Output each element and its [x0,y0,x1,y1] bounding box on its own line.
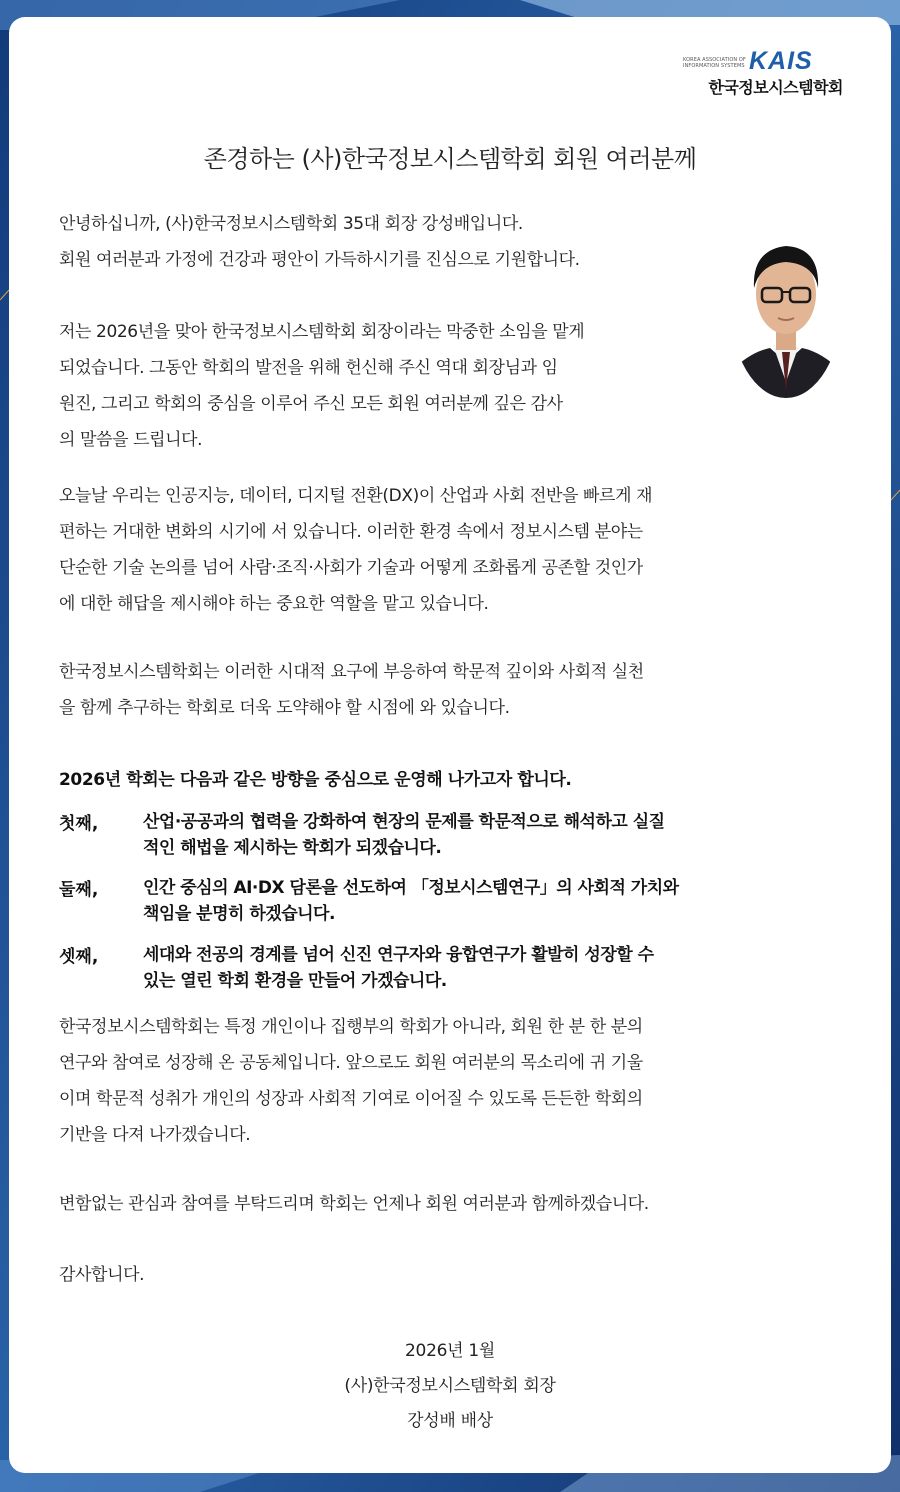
letter-title: 존경하는 (사)한국정보시스템학회 회원 여러분께 [203,145,697,173]
thanks-paragraph: 감사합니다. [59,1265,145,1285]
appointment-paragraph: 저는 2026년을 맞아 한국정보시스템학회 회장이라는 막중한 소임을 맡게 되었습니다. 그동안 학회의 발전을 위해 헌신해 주신 역대 회장님과 임 원진, 그리고 학회의 중심을 이루어 주신 모든 회원 여러분께 깊은 감사 의 말씀을 드립니다. [59,322,585,450]
logo-society-name: 한국정보시스템학회 [708,78,843,97]
request-paragraph: 변함없는 관심과 참여를 부탁드리며 학회는 언제나 회원 여러분과 함께하겠습니다. [59,1194,649,1214]
kais-logo [683,47,843,97]
greeting-paragraph: 안녕하십니까, (사)한국정보시스템학회 35대 회장 강성배입니다. 회원 여러분과 가정에 건강과 평안이 가득하시기를 진심으로 기원합니다. [59,214,580,270]
community-paragraph: 한국정보시스템학회는 특정 개인이나 집행부의 학회가 아니라, 회원 한 분 한 분의 연구와 참여로 성장해 온 공동체입니다. 앞으로도 회원 여러분의 목소리에 귀 기울 이며 학문적 성취가 개인의 성장과 사회적 기여로 이어질 수 있도록 든든한 학회의 기반을 다져 나가겠습니다. [59,1017,643,1145]
signature-org: (사)한국정보시스템학회 회장 [344,1376,556,1396]
president-portrait [730,212,842,402]
signature-date: 2026년 1월 [405,1341,495,1361]
mission-paragraph: 한국정보시스템학회는 이러한 시대적 요구에 부응하여 학문적 깊이와 사회적 실천 을 함께 추구하는 학회로 더욱 도약해야 할 시점에 와 있습니다. [59,662,644,718]
logo-mark: KAIS [749,47,813,75]
signature-name: 강성배 배상 [407,1411,493,1431]
directions-heading: 2026년 학회는 다음과 같은 방향을 중심으로 운영해 나가고자 합니다. [59,770,572,790]
letter-card: KOREA ASSOCIATION OF INFORMATION SYSTEMS KAIS 한국정보시스템학회 존경하는 (사)한국정보시스템학회 회원 여러분께 안녕하십니까, (사)한국정보시스템학회 35대 회장 강성배입니다. 회원 여러분과 가정에 건강과 평안이 가득하시기를 진심으로 기원합니다. 저는 2026년을 맞아 한국정보시스템학회 회장이라는 막중한 소임을 맡게 되었습니다. 그동안 학회의 발전을 위해 헌신해 주신 역대 회장님과 임 원진, 그리고 학회의 중심을 이루어 주신 모든 회원 여러분께 깊은 감사 의 말씀을 드립니다. 오늘날 우리는 인공지능, 데이터, 디지털 전환(DX)이 산업과 사회 전반을 빠르게 재 편하는 거대한 변화의 시기에 서 있습니다. 이러한 환경 속에서 정보시스템 분야는 단순한 기술 논의를 넘어 사람·조직·사회가 기술과 어떻게 조화롭게 공존할 것인가 에 대한 해답을 제시해야 하는 중요한 역할을 맡고 있습니다. 한국정보시스템학회는 이러한 시대적 요구에 부응하여 학문적 깊이와 사회적 실천 을 함께 추구하는 학회로 더욱 도약해야 할 시점에 와 있습니다. 2026년 학회는 다음과 같은 방향을 중심으로 운영해 나가고자 합니다. 첫째, 산업·공공과의 협력을 강화하여 현장의 문제를 학문적으로 해석하고 실질 적인 해법을 제시하는 학회가 되겠습니다. 둘째, 인간 중심의 AI·DX 담론을 선도하여 「정보시스템연구」의 사회적 가치와 책임을 분명히 하겠습니다. 셋째, 세대와 전공의 경계를 넘어 신진 연구자와 융합연구가 활발히 성장할 수 있는 열린 학회 환경을 만들어 가겠습니다. 한국정보시스템학회는 특정 개인이나 집행부의 학회가 아니라, 회원 한 분 한 분의 연구와 참여로 성장해 온 공동체입니다. 앞으로도 회원 여러분의 목소리에 귀 기울 이며 학문적 성취가 개인의 성장과 사회적 기여로 이어질 수 있도록 든든한 학회의 기반을 다져 나가겠습니다. 변함없는 관심과 참여를 부탁드리며 학회는 언제나 회원 여러분과 함께하겠습니다. 감사합니다. 2026년 1월 (사)한국정보시스템학회 회장 강성배 배상 [9,17,891,1473]
era-paragraph: 오늘날 우리는 인공지능, 데이터, 디지털 전환(DX)이 산업과 사회 전반을 빠르게 재 편하는 거대한 변화의 시기에 서 있습니다. 이러한 환경 속에서 정보시스템 분야는 단순한 기술 논의를 넘어 사람·조직·사회가 기술과 어떻게 조화롭게 공존할 것인가 에 대한 해답을 제시해야 하는 중요한 역할을 맡고 있습니다. [59,486,653,614]
logo-association-text: KOREA ASSOCIATION OF INFORMATION SYSTEMS [683,57,746,69]
